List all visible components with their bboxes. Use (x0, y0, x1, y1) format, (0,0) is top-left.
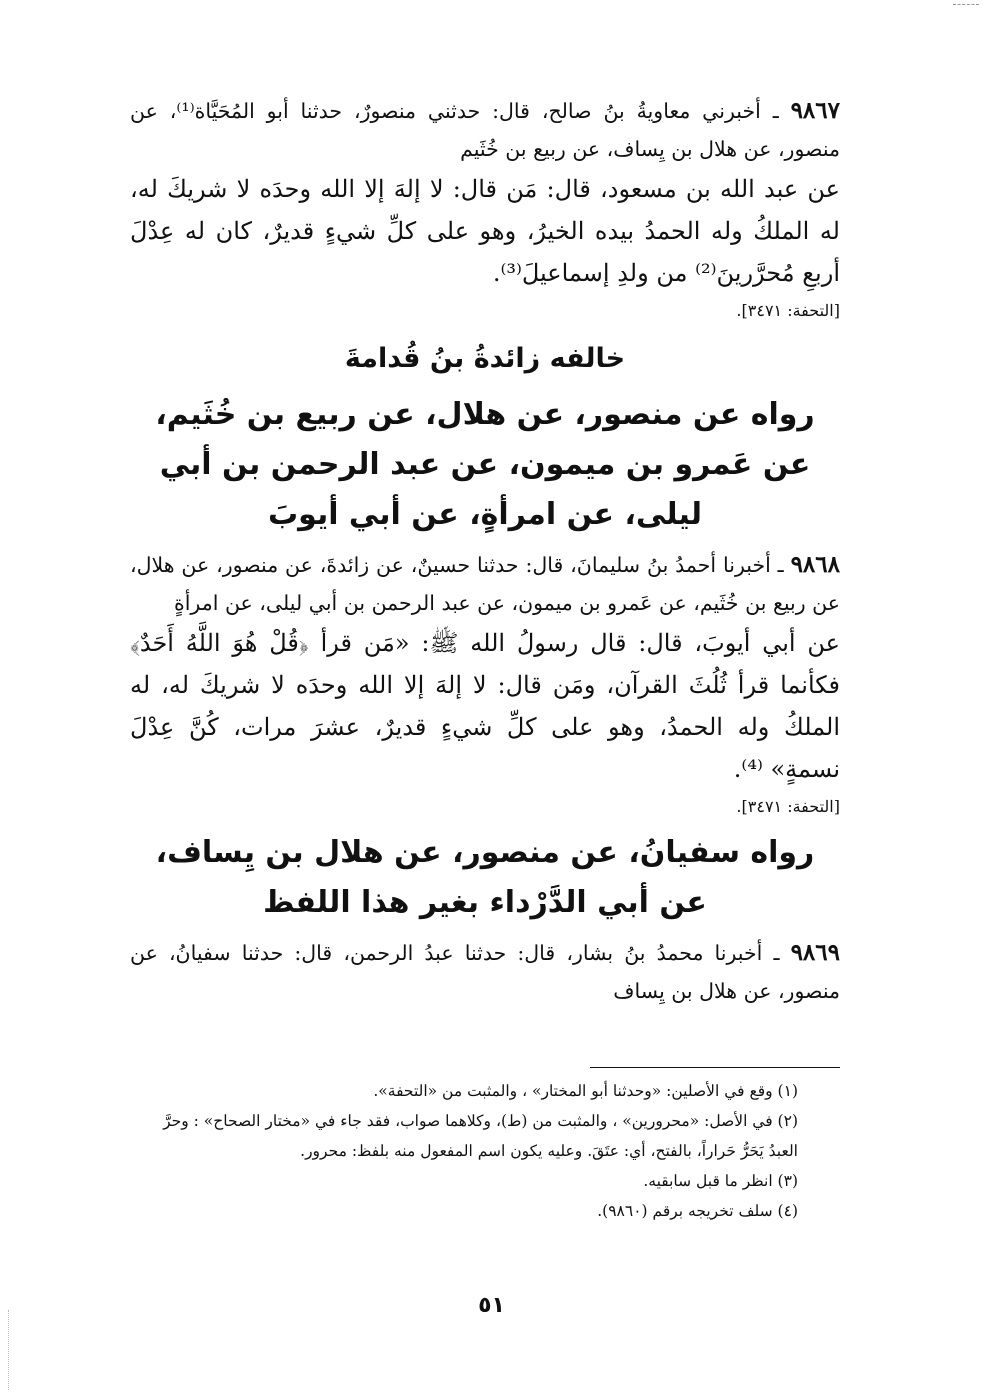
footnote-3: (٣) انظر ما قبل سابقيه. (643, 1172, 798, 1190)
hadith-9868-matn: عن أبي أيوبَ، قال: قال رسولُ الله ﷺ: «مَن قرأ ﴿قُلْ هُوَ اللَّهُ أَحَدٌ﴾ فكأنما قرأ ثُلُثَ القرآن، ومَن قال: لا إلهَ إلا الله وحدَه لا شريكَ له، له الملكُ وله الحمدُ، وهو على كلِّ شيءٍ قديرٌ، عشرَ مرات، كُنَّ عِدْلَ نسمةٍ» ⁽⁴⁾. (130, 629, 840, 783)
isnad-text: ـ أخبرنا محمدُ بنُ بشار، قال: حدثنا عبدُ الرحمن، قال: حدثنا سفيانُ، عن منصور، عن هلال بن يِساف (130, 941, 840, 1003)
footnote-separator (590, 1067, 840, 1068)
chain-heading: رواه سفيانُ، عن منصور، عن هلال بن يِساف، عن أبي الدَّرْداء بغير هذا اللفظ (155, 835, 815, 920)
page-number: ٥١ (478, 1293, 505, 1318)
isnad-text: ـ أخبرنا أحمدُ بنُ سليمانَ، قال: حدثنا حسينٌ، عن زائدةَ، عن منصور، عن هلال، عن ربيع بن خُثَيم، عن عَمرو بن ميمون، عن عبد الرحمن بن أبي ليلى، عن امرأةٍ (130, 553, 840, 615)
hadith-number: ٩٨٦٧ (790, 97, 840, 124)
hadith-9867-matn: عن عبد الله بن مسعود، قال: مَن قال: لا إلهَ إلا الله وحدَه لا شريكَ له، له الملكُ وله الحمدُ بيده الخيرُ، وهو على كلِّ شيءٍ قديرٌ، كان له عِدْلَ أربعِ مُحرَّرينَ⁽²⁾ من ولدِ إسماعيلَ⁽³⁾. (130, 175, 840, 287)
isnad-text: ـ أخبرني معاويةُ بنُ صالح، قال: حدثني منصورٌ، حدثنا أبو المُحَيَّاة⁽¹⁾، عن منصور، عن هلال بن يِساف، عن ربيع بن خُثَيم (130, 99, 840, 161)
footnotes (130, 1076, 820, 1226)
hadith-9867-isnad (130, 92, 840, 168)
tohfa-reference: [التحفة: ٣٤٧١]. (736, 797, 840, 816)
page-body (130, 92, 840, 1010)
chain-heading: رواه عن منصور، عن هلال، عن ربيع بن خُثَيم، عن عَمرو بن ميمون، عن عبد الرحمن بن أبي ليلى، عن امرأةٍ، عن أبي أيوبَ (155, 397, 815, 532)
footnote-1: (١) وقع في الأصلين: «وحدثنا أبو المختار» ، والمثبت من «التحفة». (373, 1082, 798, 1100)
footnote-4: (٤) سلف تخريجه برقم (٩٨٦٠). (597, 1202, 798, 1220)
tohfa-reference: [التحفة: ٣٤٧١]. (736, 301, 840, 320)
hadith-number: ٩٨٦٩ (790, 939, 840, 966)
footnote-2: (٢) في الأصل: «محرورين» ، والمثبت من (ط)، وكلاهما صواب، فقد جاء في «مختار الصحاح» : وحرَّ العبدُ يَحَرُّ حَراراً، بالفتح، أي: عتَقَ. وعليه يكون اسم المفعول منه بلفظ: محرور. (163, 1112, 798, 1160)
page-edge-mark (8, 1310, 9, 1390)
section-heading: خالفه زائدةُ بنُ قُدامةَ (344, 343, 626, 374)
hadith-number: ٩٨٦٨ (790, 551, 840, 578)
hadith-9869-isnad (130, 934, 840, 1010)
hadith-9868-isnad (130, 546, 840, 622)
corner-mark (953, 4, 979, 5)
